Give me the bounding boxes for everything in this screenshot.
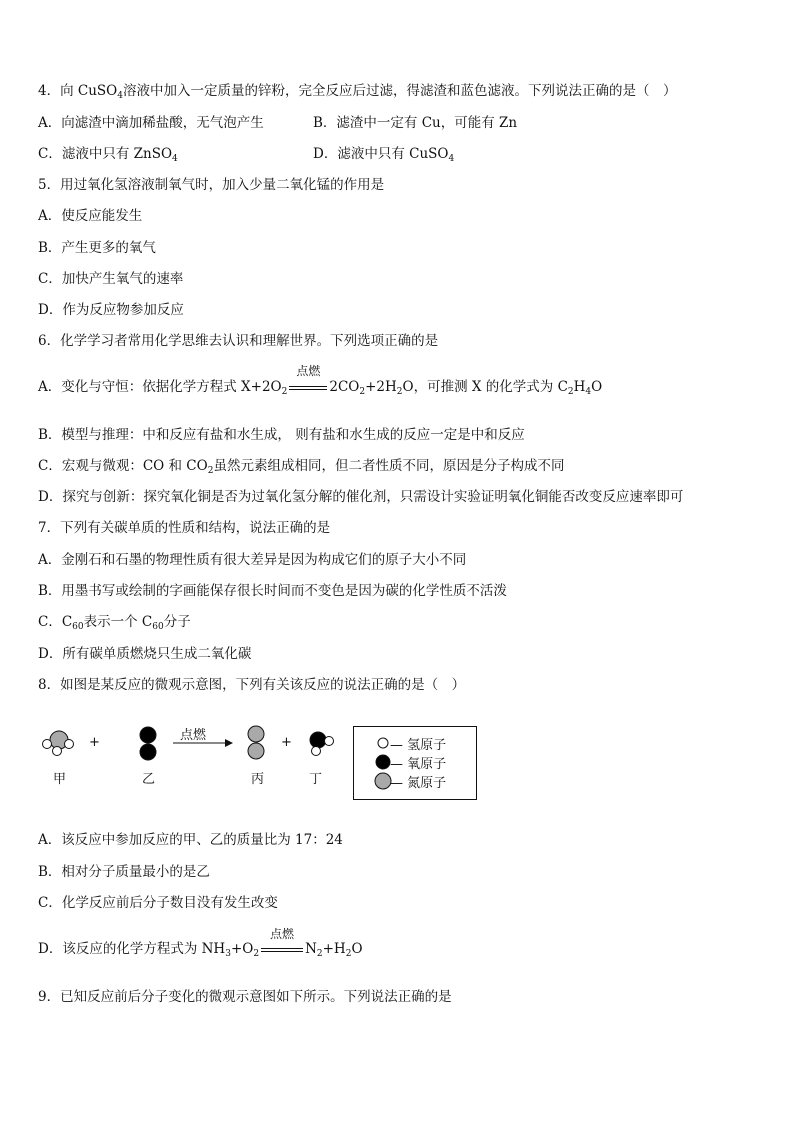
nitrogen-atom-icon (375, 773, 391, 789)
q8-stem: 8．如图是某反应的微观示意图，下列有关该反应的说法正确的是（ ） (38, 677, 466, 693)
q8-option-c[interactable]: C．化学反应前后分子数目没有发生改变 (38, 895, 278, 911)
molecule-bing (248, 726, 264, 759)
reaction-condition-d: 点燃 (270, 927, 295, 941)
plus-sign-1: + (89, 735, 100, 750)
reaction-arrow-d (261, 927, 303, 958)
molecule-jia (43, 731, 74, 756)
q4-option-d[interactable]: D．滤液中只有 CuSO$_4$ (313, 146, 455, 164)
oxygen-atom-icon (376, 755, 390, 769)
label-ding: 丁 (309, 772, 323, 787)
q6-option-c[interactable]: C．宏观与微观：CO 和 $CO_2$虽然元素组成相同，但二者性质不同，原因是分子构成不同 (38, 458, 565, 476)
q5-option-b[interactable]: B．产生更多的氧气 (38, 240, 156, 256)
q5-option-d[interactable]: D．作为反应物参加反应 (38, 302, 184, 318)
atom-legend (353, 726, 477, 800)
label-yi: 乙 (142, 772, 156, 787)
plus-sign-2: + (281, 735, 292, 750)
hydrogen-atom-icon (378, 738, 388, 748)
q8-option-d[interactable]: D．该反应的化学方程式为 $NH_3+O_2$ 点燃 $N_2+H_2O$ (38, 927, 363, 959)
q8-option-a[interactable]: A．该反应中参加反应的甲、乙的质量比为 17：24 (38, 832, 343, 848)
label-jia: 甲 (53, 772, 67, 787)
q5-option-a[interactable]: A．使反应能发生 (38, 208, 143, 224)
legend-nitrogen: — 氮原子 (390, 776, 447, 791)
q5-option-c[interactable]: C．加快产生氧气的速率 (38, 271, 184, 287)
molecule-ding (310, 732, 334, 756)
q7-option-b[interactable]: B．用墨书写或绘制的字画能保存很长时间而不变色是因为碳的化学性质不活泼 (38, 583, 507, 599)
q7-stem: 7．下列有关碳单质的性质和结构，说法正确的是 (38, 520, 331, 536)
molecule-yi (140, 727, 156, 760)
q6-option-b[interactable]: B．模型与推理：中和反应有盐和水生成， 则有盐和水生成的反应一定是中和反应 (38, 427, 525, 443)
reaction-arrow (289, 364, 327, 396)
q4-stem: 4．向 CuSO$_4$溶液中加入一定质量的锌粉，完全反应后过滤，得滤渣和蓝色滤液。下列说法正确的是（ ） (38, 83, 677, 101)
q4-option-a[interactable]: A．向滤渣中滴加稀盐酸，无气泡产生 (38, 115, 264, 131)
q7-option-d[interactable]: D．所有碳单质燃烧只生成二氧化碳 (38, 646, 252, 662)
q4-option-b[interactable]: B．滤渣中一定有 Cu，可能有 Zn (313, 115, 518, 131)
q4-option-c[interactable]: C．滤液中只有 ZnSO$_4$ (38, 146, 178, 164)
label-bing: 丙 (251, 772, 265, 787)
reaction-condition: 点燃 (296, 364, 321, 378)
legend-hydrogen: — 氢原子 (390, 738, 447, 753)
arrow-condition: 点燃 (180, 728, 207, 743)
q7-option-c[interactable]: C．$C_{60}$表示一个 $C_{60}$分子 (38, 614, 191, 632)
q6-option-d[interactable]: D．探究与创新：探究氧化铜是否为过氧化氢分解的催化剂，只需设计实验证明氧化铜能否改变反应速率即可 (38, 489, 684, 505)
q7-option-a[interactable]: A．金刚石和石墨的物理性质有很大差异是因为构成它们的原子大小不同 (38, 552, 467, 568)
q6-option-a[interactable]: A．变化与守恒：依据化学方程式 $X+2O_2$ 点燃 $2CO_2+2H_2O$，可推测 X 的化学式为 $C_2H_4O$ (38, 364, 603, 397)
q9-stem: 9．已知反应前后分子变化的微观示意图如下所示。下列说法正确的是 (38, 989, 452, 1005)
q8-option-b[interactable]: B．相对分子质量最小的是乙 (38, 864, 210, 880)
legend-oxygen: — 氧原子 (390, 757, 447, 772)
q5-stem: 5．用过氧化氢溶液制氧气时，加入少量二氧化锰的作用是 (38, 177, 385, 193)
q6-stem: 6．化学学习者常用化学思维去认识和理解世界。下列选项正确的是 (38, 333, 439, 349)
